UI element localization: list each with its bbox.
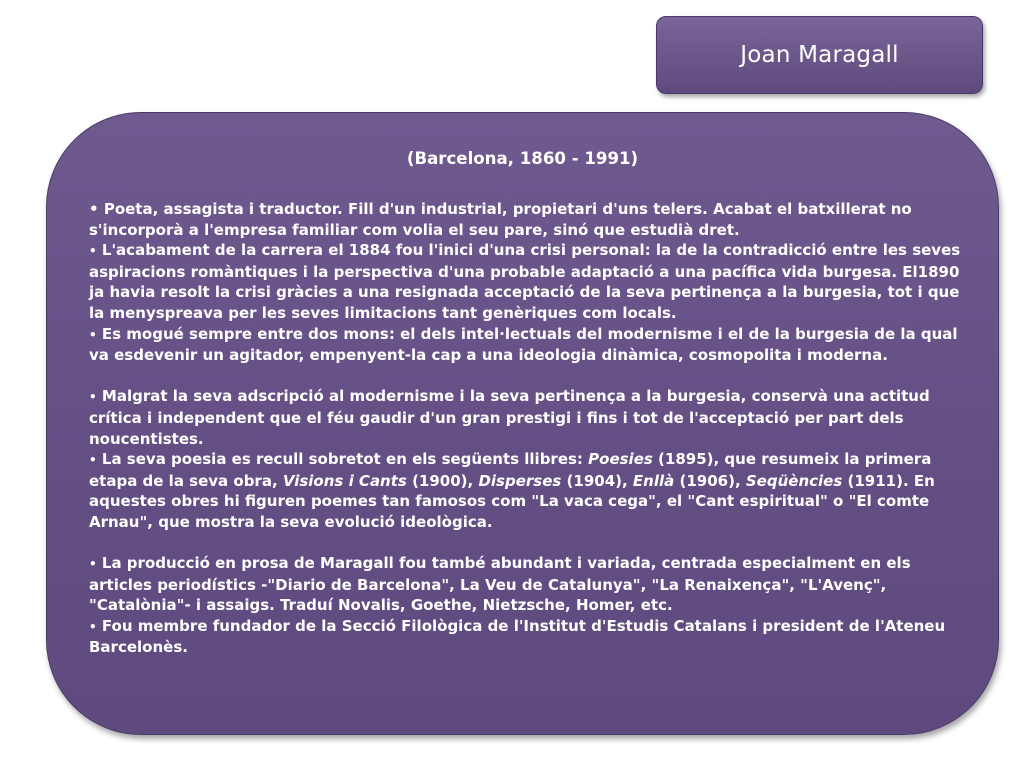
paragraph-text: (1900), [406,471,479,490]
paragraph-2 [89,240,969,323]
page-title: Joan Maragall [740,42,899,68]
paragraph-text: (1895), que resumeix la primera etapa de la seva obra, [89,450,932,490]
paragraph-6 [89,553,969,616]
paragraph-text: La seva poesia es recull sobretot en els següents llibres: [101,450,589,469]
paragraph-text: Es mogué sempre entre dos mons: el dels intel·lectuals del modernisme i el de la burgesia de la qual va esdevenir un agitador, empenyent-la cap a una ideologia dinàmica, cosmopolita i moderna. [89,324,958,365]
book-title: Seqüències [745,471,843,490]
paragraph-text: L'acabament de la carrera el 1884 fou l'inici d'una crisi personal: la de la contradicció entre les seves aspiracions romàntiques i la perspectiva d'una probable adaptació a una pacífica vida burgesa. El1890 ja havia resolt la crisi gràcies a una resignada acceptació de la seva pertinença a la burgesia, tot i que la menyspreava per les seves limitacions tant genèriques com locals. [89,241,961,322]
paragraph-text: La producció en prosa de Maragall fou també abundant i variada, centrada especialment en els articles periodístics -"Diario de Barcelona", La Veu de Catalunya", "La Renaixença", "L'Avenç", "Catalònia"- i assaigs. Traduí Novalis, Goethe, Nietzsche, Homer, etc. [89,554,911,615]
book-title: Disperses [478,471,562,490]
paragraph-text: Malgrat la seva adscripció al modernisme i la seva pertinença a la burgesia, conservà una actitud crítica i independent que el féu gaudir d'un gran prestigi i fins i tot de l'acceptació per part dels noucentistes. [89,387,930,448]
subtitle: (Barcelona, 1860 - 1991) [406,149,639,168]
bullet: • [89,327,97,342]
bullet: • [89,390,97,405]
paragraph-7 [89,616,969,658]
paragraph-text: (1906), [674,471,746,490]
bullet: • [89,244,97,259]
paragraph-5 [89,449,969,532]
content-panel [46,112,999,735]
book-title: Visions i Cants [282,471,407,490]
bullet: • [89,619,97,634]
paragraph-text: Fou membre fundador de la Secció Filològica de l'Institut d'Estudis Catalans i president de l'Ateneu Barcelonès. [89,616,946,657]
paragraph-text: (1904), [561,471,633,490]
bullet: • [89,453,97,468]
biography-text [89,199,969,658]
bullet: • [89,557,97,572]
paragraph-1 [89,199,969,240]
book-title: Enllà [632,471,675,490]
paragraph-4 [89,386,969,449]
paragraph-3 [89,324,969,366]
paragraph-text: (1911). En aquestes obres hi figuren poemes tan famosos com "La vaca cega", el "Cant espiritual" o "El comte Arnau", que mostra la seva evolució ideològica. [89,471,935,531]
book-title: Poesies [588,450,653,469]
paragraph-text: Poeta, assagista i traductor. Fill d'un industrial, propietari d'uns telers. Acabat el batxillerat no s'incorporà a l'empresa familiar com volia el seu pare, sinó que estudià dret. [89,200,912,239]
bullet: • [89,200,99,218]
title-box [656,16,983,94]
